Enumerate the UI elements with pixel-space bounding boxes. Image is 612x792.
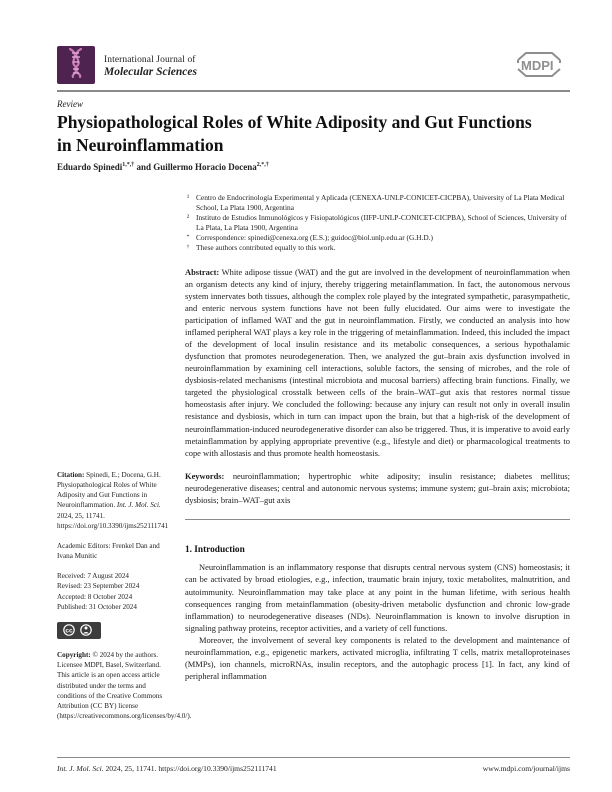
keywords bbox=[185, 470, 570, 506]
abstract-text: White adipose tissue (WAT) and the gut are involved in the development of neuroinflammation when an organism detects any kind of injury, thereby triggering metainflammation. In fact, the autonomous nervous system innervates both tissues, although the complex role played by the integrated sympathetic, parasympathetic, and enteric nervous system functions have not been fully elucidated. Our aims were to investigate the participation of inflamed WAT and the gut in neuroinflammation. Firstly, we conducted an analysis into how inflamed peripheral WAT plays a key role in the triggering of metainflammation. Indeed, this included the impact of the development of local insulin resistance and its metabolic consequences, a serious hypothalamic dysfunction that promotes neurodegeneration. Then, we analyzed the gut–brain axis dysfunction involved in neuroinflammation by examining cell interactions, soluble factors, the sensing of microbes, and the role of dysbiosis-related mechanisms (intestinal microbiota and mucosal barriers) affecting brain functions. Finally, we targeted the physiological crosstalk between cells of the brain–WAT–gut axis that restores normal tissue homeostasis after injury. We concluded the following: because any injury can result not only in overall insulin resistance and dysbiosis, which in turn can impact upon the brain, but that a high-risk of the development of neuroinflammation-induced neurodegenerative disorder can also be triggered. Thus, it is imperative to avoid early metainflammation by applying appropriate preventive (e.g., lifestyle and diet) or pharmacological treatments to cope with allostasis and thus promote health homeostasis. bbox=[185, 266, 570, 458]
dna-helix-icon bbox=[61, 47, 91, 84]
citation-text: Spinedi, E.; Docena, G.H. Physiopathological Roles of White Adiposity and Gut Functions in Neuroinflammation. bbox=[57, 471, 161, 510]
article-title: Physiopathological Roles of White Adiposity and Gut Functions in Neuroinflammation bbox=[57, 112, 532, 156]
affiliation-marker: 2 bbox=[186, 213, 190, 220]
footer-journal-url[interactable]: www.mdpi.com/journal/ijms bbox=[482, 764, 570, 773]
journal-name bbox=[104, 53, 197, 78]
margin-sidebar bbox=[57, 470, 192, 731]
keywords-text: neuroinflammation; hypertrophic white adiposity; insulin resistance; diabetes mellitus; neurodegenerative diseases; central and autonomic nervous systems; immune system; gut–brain axis; microbiota; dysbiosis; brain–WAT–gut axis bbox=[185, 470, 570, 505]
accepted-date: Accepted: 8 October 2024 bbox=[57, 592, 133, 601]
affiliation-row bbox=[185, 233, 570, 243]
header-rule bbox=[57, 90, 570, 92]
author-2-superscript: 2,*,† bbox=[256, 162, 269, 168]
section-1-heading: 1. Introduction bbox=[185, 545, 245, 556]
affiliation-marker: † bbox=[186, 243, 190, 250]
section-1-paragraph-2: Moreover, the involvement of several key components is related to the development and maintenance of neuroinflammation, e.g., epigenetic markers, activated microglia, infiltrating T cells, matrix metalloproteinases (MMPs), ion channels, microRNAs, insulin receptors, and the autophagic process [1]. In fact, any kind of peripheral inflammation bbox=[185, 634, 570, 682]
keywords-label: Keywords: bbox=[185, 470, 225, 481]
affiliations bbox=[185, 193, 570, 253]
section-1-paragraph-1: Neuroinflammation is an inflammatory response that disrupts central nervous system (CNS) homeostasis; it can be activated by broad etiologies, e.g., infection, traumatic brain injury, toxic metabolites, malnutrition, and autoimmunity. Neuroinflammation may take place at any point in the human lifetime, with serious health consequences ranging from metainflammation (obesity-driven metabolic dysfunction and chronic low-grade inflammation) to neurodegenerative diseases (NDs). Neuroinflammation is known to involve disruption in signaling pathway proteins, receptor activities, and a variety of cell functions. bbox=[185, 562, 570, 633]
abstract-label: Abstract: bbox=[185, 266, 220, 277]
author-1-superscript: 1,*,† bbox=[122, 162, 135, 168]
citation-block bbox=[57, 470, 171, 531]
main-column bbox=[185, 193, 570, 682]
equal-contribution-note: These authors contributed equally to this work. bbox=[196, 242, 336, 252]
page-footer bbox=[57, 764, 570, 773]
journal-header bbox=[57, 46, 570, 85]
affiliation-text: Instituto de Estudios Inmunológicos y Fisiopatológicos (IIFP-UNLP-CONICET-CICPBA), School of Sciences, University of La Plata, La Plata 1900, Argentina bbox=[196, 212, 567, 232]
affiliation-row bbox=[185, 213, 570, 233]
received-date: Received: 7 August 2024 bbox=[57, 572, 129, 581]
mdpi-logo-text: MDPI bbox=[521, 58, 554, 73]
affiliation-marker: * bbox=[186, 233, 190, 240]
affiliation-marker: 1 bbox=[186, 194, 190, 200]
mdpi-logo bbox=[508, 50, 570, 85]
footer-doi[interactable]: 2024, 25, 11741. https://doi.org/10.3390/ijms252111741 bbox=[103, 764, 277, 773]
citation-label: Citation: bbox=[57, 471, 85, 479]
footer-journal-abbrev: Int. J. Mol. Sci. bbox=[57, 764, 104, 773]
published-date: Published: 31 October 2024 bbox=[57, 602, 137, 611]
copyright-text: © 2024 by the authors. Licensee MDPI, Basel, Switzerland. This article is an open access article distributed under the terms and conditions of the Creative Commons Attribution (CC BY) license (https://creativecommons.org/licenses/by/4.0/). bbox=[57, 651, 192, 720]
academic-editors: Academic Editors: Frenkel Dan and Ivana Munitic bbox=[57, 541, 160, 561]
journal-brand bbox=[57, 46, 197, 84]
footer-citation bbox=[57, 764, 277, 773]
journal-logo bbox=[57, 46, 95, 84]
authors-connector: and bbox=[134, 162, 154, 172]
author-2-name: Guillermo Horacio Docena bbox=[153, 162, 257, 172]
author-line bbox=[57, 162, 269, 172]
citation-doi[interactable]: 2024, 25, 11741. https://doi.org/10.3390/ijms252111741 bbox=[57, 511, 169, 530]
affiliation-row bbox=[185, 193, 570, 213]
correspondence-text[interactable]: Correspondence: spinedi@cenexa.org (E.S.); guidoc@biol.unlp.edu.ar (G.H.D.) bbox=[196, 232, 433, 242]
revised-date: Revised: 23 September 2024 bbox=[57, 582, 140, 591]
copyright-label: Copyright: bbox=[57, 651, 91, 660]
footer-rule bbox=[57, 757, 570, 758]
copyright-block bbox=[57, 650, 192, 721]
journal-name-line1: International Journal of bbox=[104, 54, 196, 65]
citation-journal-abbrev: Int. J. Mol. Sci. bbox=[116, 501, 161, 510]
abstract-divider-rule bbox=[185, 519, 570, 520]
article-history bbox=[57, 571, 171, 612]
abstract bbox=[185, 266, 570, 459]
cc-icon: cc bbox=[65, 627, 73, 635]
affiliation-row bbox=[185, 243, 570, 253]
author-1-name: Eduardo Spinedi bbox=[57, 162, 123, 172]
affiliation-text: Centro de Endocrinología Experimental y Aplicada (CENEXA-UNLP-CONICET-CICPBA), University of La Plata Medical School, La Plata 1900, Argentina bbox=[196, 193, 565, 212]
person-icon bbox=[85, 626, 88, 629]
journal-name-line2: Molecular Sciences bbox=[104, 65, 197, 78]
article-type-label: Review bbox=[57, 99, 83, 109]
cc-by-badge[interactable] bbox=[57, 622, 171, 642]
